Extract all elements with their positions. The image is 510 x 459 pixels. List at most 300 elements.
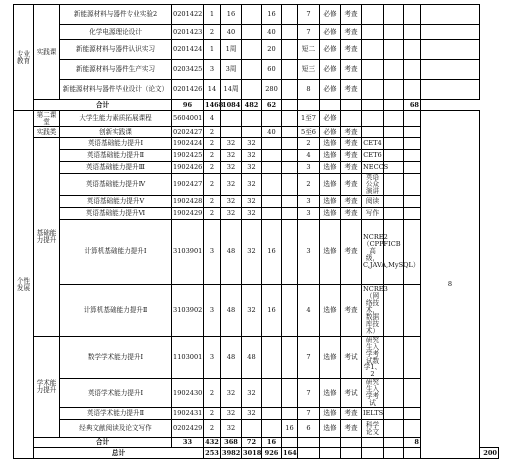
empty [404,138,421,150]
hours: 48 [221,219,242,284]
exam-type: 考查 [341,174,362,196]
empty [384,25,404,40]
block-practice2: 实践类 [34,127,60,138]
credit: 2 [204,127,221,138]
hours: 40 [221,25,242,40]
empty [404,219,421,284]
semester: 3 [298,195,320,207]
course-code: 0201426 [172,80,204,100]
course-name: 数学学术能力提升Ⅰ [60,336,172,379]
course-name: 大学生能力素质拓展课程 [60,111,172,127]
block-second-class [34,111,60,127]
table-row [14,60,499,80]
credit: 96 [172,100,204,111]
empty [384,5,404,25]
credit: 4 [204,111,221,127]
lecture-hours [242,5,262,25]
course-type: 选修 [320,138,341,150]
course-code: 1902427 [172,174,204,196]
course-type: 选修 [320,420,341,438]
practice-hours: 280 [262,80,282,100]
credit: 2 [204,207,221,219]
practice-hours: 60 [262,60,282,80]
semester: 4 [298,284,320,336]
empty [404,408,421,420]
exam-type: 考查 [341,408,362,420]
course-code: 0202429 [172,420,204,438]
exam-type: 考查 [341,162,362,174]
course-name: 英语基础能力提升Ⅳ [60,174,172,196]
empty [404,40,421,60]
credit: 33 [172,438,204,448]
empty [404,379,421,408]
hours: 32 [221,408,242,420]
empty [320,438,341,448]
other-hours [282,284,298,336]
credit: 3 [204,219,221,284]
course-code: 1902430 [172,379,204,408]
empty [404,207,421,219]
course-name: 计算机基础能力提升Ⅱ [60,284,172,336]
lecture-hours: 32 [242,150,262,162]
semester: 2 [298,174,320,196]
empty [341,438,362,448]
credit: 2 [204,408,221,420]
subtotal-label: 合计 [34,100,172,111]
practice-hours [262,138,282,150]
credit: 253 [205,448,219,457]
note [362,25,384,40]
hours [221,111,242,127]
course-type: 选修 [320,150,341,162]
note: IELTS [362,408,384,420]
practice-hours: 926 [262,448,282,459]
note: NCRE3（网络技术，数据库技术） [363,285,388,335]
empty [384,336,404,379]
empty [421,25,480,40]
credit: 2 [204,420,221,438]
curriculum-table [13,4,499,459]
practice-hours [262,150,282,162]
practice-hours: 72 [242,438,262,448]
semester: 6 [298,420,320,438]
course-name: 英语基础能力提升Ⅴ [60,195,172,207]
hours: 32 [221,420,242,438]
practice-hours: 482 [242,100,262,111]
lecture-hours [242,80,262,100]
lecture-hours: 48 [242,336,262,379]
exam-type: 考查 [341,5,362,25]
course-code: 1902425 [172,150,204,162]
empty [421,80,480,100]
empty [384,40,404,60]
note: 研究生入学考试 [362,379,384,408]
practice-hours [262,195,282,207]
other-hours: 16 [282,420,298,438]
empty [384,138,404,150]
semester: 5至6 [298,127,320,138]
course-code: 1103001 [172,336,204,379]
note: CET6 [362,150,384,162]
credit: 14 [204,80,221,100]
lecture-hours: 3018 [243,448,262,457]
note: 研究生入学考试数学1、2 [362,336,384,379]
other-hours [282,111,298,127]
empty [320,100,341,111]
course-name: 英语学术能力提升Ⅰ [60,379,172,408]
credit: 1 [204,40,221,60]
lecture-hours: 32 [242,138,262,150]
empty [421,40,480,60]
lecture-hours: 32 [242,284,262,336]
exam-type [341,111,362,127]
semester: 3 [298,207,320,219]
empty [404,284,421,336]
course-type: 必修 [320,60,341,80]
note [362,40,384,60]
empty [404,5,421,25]
course-code: 0201424 [172,40,204,60]
semester: 2 [298,138,320,150]
practice-hours: 16 [262,5,282,25]
course-name: 经典文献阅读及论文写作 [60,420,172,438]
course-name: 新能源材料与器件专业实验2 [60,5,172,25]
empty [384,80,404,100]
block-academic: 学术能力提升 [34,336,60,438]
note: NCRE2（CPPFICB高级，C,JAVA,MySQL） [362,219,384,284]
semester: 1至7 [298,111,320,127]
block-personal-dev: 个性发展 [14,111,34,459]
credit: 2 [204,162,221,174]
empty [384,174,404,196]
course-type: 选修 [320,174,341,196]
course-name: 英语基础能力提升Ⅲ [60,162,172,174]
semester: 4 [298,150,320,162]
empty [404,111,421,127]
course-type: 选修 [320,284,341,336]
lecture-hours: 32 [242,219,262,284]
course-code: 3103901 [172,219,204,284]
course-name: 新能源材料与器件生产实习 [60,60,172,80]
credit: 2 [204,25,221,40]
practice-hours [262,207,282,219]
semester: 7 [298,336,320,379]
empty [404,195,421,207]
hours: 1周 [221,40,242,60]
semester: 短二 [298,40,320,60]
empty [384,60,404,80]
empty [298,448,320,459]
empty [421,60,480,80]
lecture-hours [242,60,262,80]
exam-type: 考查 [341,219,362,284]
course-type: 选修 [320,336,341,379]
course-type: 必修 [320,111,341,127]
empty [404,162,421,174]
course-type: 必修 [320,80,341,100]
exam-type: 考试 [341,336,362,379]
empty [362,100,384,111]
empty [384,379,404,408]
course-code: 0203425 [172,60,204,80]
exam-type: 考查 [341,195,362,207]
hours: 48 [221,284,242,336]
note: 阅读 [362,195,384,207]
course-type: 选修 [320,195,341,207]
semester: 3 [298,219,320,284]
exam-type: 考查 [341,80,362,100]
note: 科学论文 [362,420,384,438]
semester: 7 [298,379,320,408]
semester: 7 [298,5,320,25]
empty [384,438,404,448]
course-type: 选修 [320,207,341,219]
course-code: 1902424 [172,138,204,150]
course-code: 3103902 [172,284,204,336]
other-hours [282,150,298,162]
lecture-hours [242,127,262,138]
course-type: 必修 [320,25,341,40]
empty [384,150,404,162]
empty [282,100,298,111]
lecture-hours: 32 [242,174,262,196]
empty [404,174,421,196]
block-basic-skills: 基础能力提升 [34,138,60,337]
hours: 32 [221,138,242,150]
course-name: 新能源材料与器件毕业设计（论文） [60,80,172,100]
practice-hours [262,379,282,408]
note [362,127,384,138]
note [362,5,384,25]
practice-hours [262,162,282,174]
course-code: 1902426 [172,162,204,174]
grand-total-label: 总计 [34,448,204,459]
second-class-line1: 第二课 [36,110,57,119]
other-hours [282,5,298,25]
course-name: 英语基础能力提升Ⅱ [60,150,172,162]
hours: 1468 [205,100,224,109]
lecture-hours: 32 [242,195,262,207]
exam-type: 考查 [341,284,362,336]
table-row [14,25,499,40]
practice-hours: 20 [262,40,282,60]
empty [384,408,404,420]
credit: 3 [204,60,221,80]
empty [404,150,421,162]
hours: 14周 [221,80,242,100]
lecture-hours [242,25,262,40]
other-hours [282,25,298,40]
exam-type: 考查 [341,150,362,162]
table-row [14,80,499,100]
empty [404,25,421,40]
other-hours: 164 [283,448,297,457]
block-practice: 实践课 [34,5,60,100]
empty [362,438,384,448]
other-hours [282,195,298,207]
grand-total-credits: 200 [480,448,499,459]
hours: 32 [221,150,242,162]
lecture-hours: 32 [242,162,262,174]
course-type: 必修 [320,5,341,25]
course-code: 1902429 [172,207,204,219]
course-code: 0202427 [173,127,203,136]
semester: 7 [298,408,320,420]
empty [404,80,421,100]
empty [384,207,404,219]
exam-type: 考查 [341,127,362,138]
side-credit: 8 [421,111,480,459]
semester: 3 [298,162,320,174]
other-hours [282,40,298,60]
hours: 3982 [222,448,241,457]
practice-hours [262,408,282,420]
semester: 7 [298,25,320,40]
empty [384,219,404,284]
empty [384,127,404,138]
empty [384,195,404,207]
other-hours: 62 [262,100,282,111]
other-hours [282,138,298,150]
note [362,80,384,100]
empty [404,60,421,80]
empty [341,100,362,111]
hours: 3周 [221,60,242,80]
table-row [14,5,499,25]
note [362,111,384,127]
practice-hours: 40 [262,127,282,138]
course-type: 选修 [320,408,341,420]
lecture-hours [242,40,262,60]
course-code: 1902431 [172,408,204,420]
empty [320,448,341,459]
credit: 2 [204,138,221,150]
course-type: 选修 [320,162,341,174]
lecture-hours: 1084 [222,100,241,109]
course-type: 选修 [320,219,341,284]
course-name: 创新实践课 [60,127,172,138]
table-row [14,40,499,60]
other-hours [282,162,298,174]
empty [384,420,404,438]
other-hours [282,127,298,138]
lecture-hours [242,111,262,127]
hours: 16 [221,5,242,25]
practice-hours [262,111,282,127]
exam-type: 考查 [341,207,362,219]
exam-type: 考查 [341,25,362,40]
course-code: 0201422 [172,5,204,25]
practice-hours [262,336,282,379]
note: 写作 [362,207,384,219]
empty [421,5,480,25]
course-name: 英语基础能力提升Ⅰ [60,138,172,150]
course-code: 0201423 [172,25,204,40]
subtotal-credits: 8 [404,438,421,448]
credit: 1 [204,5,221,25]
course-type: 必修 [320,127,341,138]
exam-type: 考查 [341,138,362,150]
empty [404,420,421,438]
practice-hours [262,420,282,438]
course-name: 英语基础能力提升Ⅵ [60,207,172,219]
other-hours [282,379,298,408]
credit: 2 [204,195,221,207]
semester: 8 [298,80,320,100]
hours: 32 [221,207,242,219]
course-name: 新能源材料与器件认识实习 [60,40,172,60]
credit: 3 [204,336,221,379]
subtotal-label: 合计 [34,438,172,448]
course-code: 5604001 [172,111,204,127]
other-hours [282,207,298,219]
note: CET4 [362,138,384,150]
empty [404,448,421,459]
credit: 2 [204,174,221,196]
course-name: 化学电源理论设计 [60,25,172,40]
hours: 32 [221,195,242,207]
course-type: 选修 [320,379,341,408]
course-code: 1902428 [172,195,204,207]
other-hours: 16 [262,438,282,448]
other-hours [282,219,298,284]
exam-type: 考查 [341,40,362,60]
hours: 432 [205,438,219,447]
subtotal-row [14,100,499,111]
lecture-hours: 32 [242,408,262,420]
practice-hours [262,174,282,196]
lecture-hours: 32 [242,379,262,408]
other-hours [282,174,298,196]
exam-type: 考查 [341,420,362,438]
other-hours [282,408,298,420]
hours [221,127,242,138]
lecture-hours: 368 [221,438,242,448]
other-hours [282,336,298,379]
hours: 48 [221,336,242,379]
empty [362,448,384,459]
exam-type: 考查 [341,60,362,80]
other-hours [282,80,298,100]
empty [298,438,320,448]
empty [404,336,421,379]
second-class-line2: 堂 [43,117,50,126]
empty [384,448,404,459]
empty [384,100,404,111]
hours: 32 [221,379,242,408]
practice-hours: 16 [262,219,282,284]
lecture-hours [242,420,262,438]
empty [298,100,320,111]
credit: 2 [204,379,221,408]
course-name: 计算机基础能力提升Ⅰ [60,219,172,284]
note: NECCS [362,162,384,174]
empty [341,448,362,459]
credit: 3 [204,284,221,336]
course-name: 英语学术能力提升Ⅱ [60,408,172,420]
exam-type: 考试 [341,379,362,408]
course-type: 必修 [320,40,341,60]
hours: 32 [221,174,242,196]
practice-hours: 16 [262,284,282,336]
block-prof-edu: 专业教育 [14,5,34,111]
table-row [14,111,499,127]
note: 英语公众演讲 [362,174,384,196]
empty [282,438,298,448]
note [362,60,384,80]
lecture-hours: 32 [242,207,262,219]
credit: 2 [204,150,221,162]
